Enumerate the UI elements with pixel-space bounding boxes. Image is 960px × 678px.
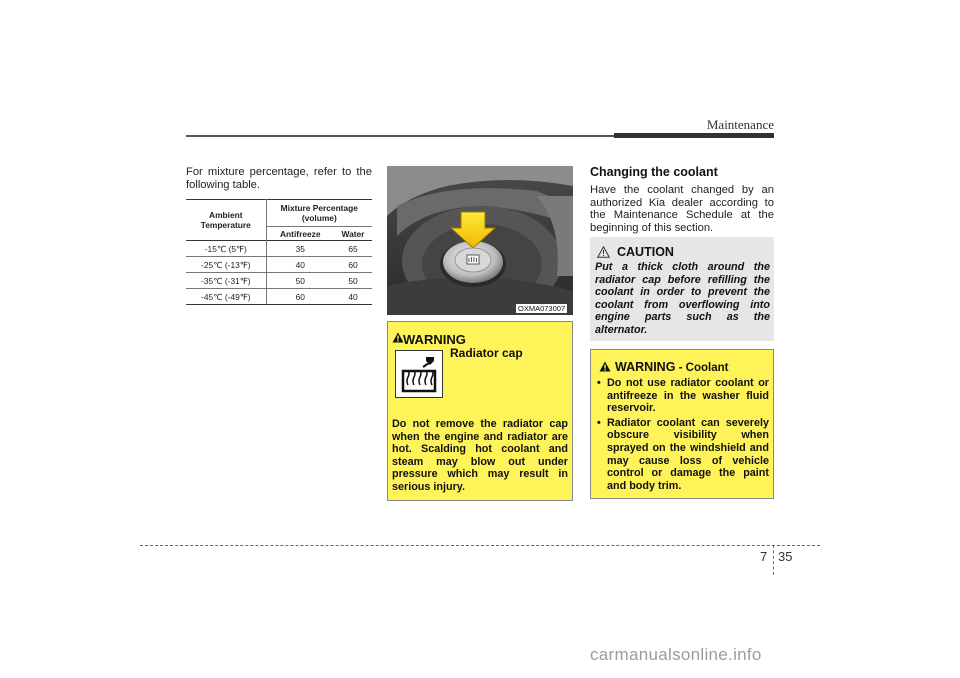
col-water: Water bbox=[334, 227, 372, 241]
caution-text: Put a thick cloth around the radiator cap before refilling the coolant in order to prevent the coolant from overflowing into engine parts such as the alternator. bbox=[595, 261, 770, 336]
warning-triangle-icon bbox=[599, 361, 611, 372]
header-rule-accent bbox=[614, 133, 774, 138]
warning-text: Do not remove the radiator cap when the engine and radiator are hot. Scalding hot coolant and steam may blow out under pressure which may result in serious injury. bbox=[392, 418, 568, 493]
mixture-table bbox=[186, 199, 372, 305]
section-title: Maintenance bbox=[706, 117, 774, 132]
cell-temperature: -45℃ (-49℉) bbox=[186, 289, 266, 305]
cell-temperature: -35℃ (-31℉) bbox=[186, 273, 266, 289]
list-item bbox=[597, 377, 769, 415]
watermark: carmanualsonline.info bbox=[590, 645, 762, 664]
chapter-number: 7 bbox=[760, 549, 768, 564]
radiator-cap-warning-box bbox=[387, 321, 573, 501]
radiator-cap-photo bbox=[387, 166, 573, 315]
cell-temperature: -25℃ (-13℉) bbox=[186, 257, 266, 273]
intro-paragraph: For mixture percentage, refer to the following table. bbox=[186, 166, 372, 191]
photo-caption: OXMA073007 bbox=[518, 304, 566, 313]
changing-coolant-text: Have the coolant changed by an authorized Kia dealer according to the Maintenance Schedule at the beginning of this section. bbox=[590, 184, 774, 234]
table-row bbox=[186, 241, 372, 257]
cell-water: 65 bbox=[334, 241, 372, 257]
cell-water: 50 bbox=[334, 273, 372, 289]
table-row bbox=[186, 289, 372, 305]
coolant-warning-title bbox=[615, 360, 728, 374]
hot-radiator-icon bbox=[395, 350, 443, 398]
caution-box bbox=[590, 237, 774, 341]
col-ambient-temperature: Ambient Temperature bbox=[186, 200, 266, 241]
coolant-warning-title-suffix: - Coolant bbox=[675, 362, 729, 374]
footer-rule bbox=[140, 545, 820, 546]
caution-triangle-icon bbox=[597, 246, 610, 258]
list-item bbox=[597, 417, 769, 493]
warning-title: WARNING bbox=[403, 332, 466, 347]
cell-antifreeze: 60 bbox=[266, 289, 334, 305]
coolant-warning-list bbox=[597, 377, 769, 494]
bullet: • bbox=[597, 377, 601, 389]
footer-divider bbox=[773, 545, 774, 575]
coolant-warning-box bbox=[590, 349, 774, 499]
col-antifreeze: Antifreeze bbox=[266, 227, 334, 241]
cell-antifreeze: 40 bbox=[266, 257, 334, 273]
cell-water: 60 bbox=[334, 257, 372, 273]
cell-temperature: -15℃ (5℉) bbox=[186, 241, 266, 257]
bullet: • bbox=[597, 416, 601, 429]
cell-antifreeze: 35 bbox=[266, 241, 334, 257]
list-item-text: Do not use radiator coolant or antifreeze in the washer fluid reservoir. bbox=[607, 377, 769, 415]
table-row bbox=[186, 257, 372, 273]
cell-water: 40 bbox=[334, 289, 372, 305]
coolant-warning-title-main: WARNING bbox=[615, 360, 676, 374]
cell-antifreeze: 50 bbox=[266, 273, 334, 289]
page-number: 35 bbox=[778, 549, 793, 564]
caution-title: CAUTION bbox=[617, 245, 674, 259]
warning-subtitle: Radiator cap bbox=[450, 346, 523, 360]
list-item-text: Radiator coolant can severely obscure visibility when sprayed on the windshield and may cause loss of vehicle control or damage the paint and body trim. bbox=[607, 416, 769, 492]
changing-coolant-heading: Changing the coolant bbox=[590, 165, 718, 179]
table-row bbox=[186, 273, 372, 289]
col-mixture-percentage: Mixture Percentage (volume) bbox=[266, 200, 372, 227]
radiator-cap-illustration bbox=[387, 166, 573, 315]
